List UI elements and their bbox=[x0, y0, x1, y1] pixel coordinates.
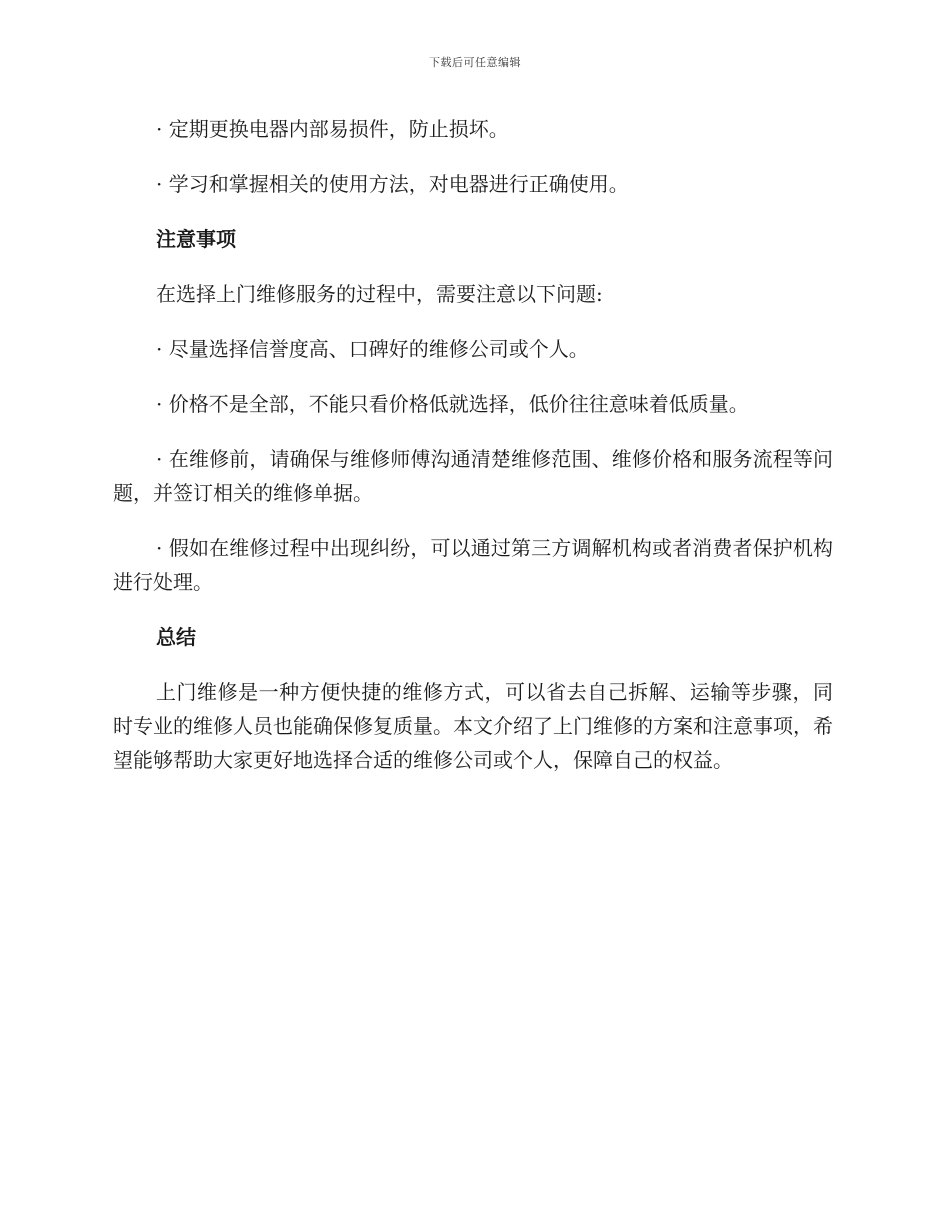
section-heading-summary: 总结 bbox=[156, 625, 196, 649]
bullet-paragraph-learn-usage: · 学习和掌握相关的使用方法，对电器进行正确使用。 bbox=[156, 172, 629, 196]
bullet-paragraph-disputes: · 假如在维修过程中出现纠纷，可以通过第三方调解机构或者消费者保护机构进行处理。 bbox=[113, 536, 833, 594]
bullet-paragraph-replace-parts: · 定期更换电器内部易损件，防止损坏。 bbox=[156, 117, 509, 141]
document-body bbox=[113, 112, 833, 798]
bullet-paragraph-price: · 价格不是全部，不能只看价格低就选择，低价往往意味着低质量。 bbox=[156, 392, 749, 416]
page-header: 下载后可任意编辑 bbox=[429, 56, 521, 69]
summary-paragraph: 上门维修是一种方便快捷的维修方式，可以省去自己拆解、运输等步骤，同时专业的维修人员也能确保修复质量。本文介绍了上门维修的方案和注意事项，希望能够帮助大家更好地选择合适的维修公司或个人，保障自己的权益。 bbox=[113, 680, 833, 772]
bullet-paragraph-choose-reputable: · 尽量选择信誉度高、口碑好的维修公司或个人。 bbox=[156, 337, 589, 361]
section-heading-notes: 注意事项 bbox=[156, 227, 236, 251]
bullet-paragraph-communicate: · 在维修前，请确保与维修师傅沟通清楚维修范围、维修价格和服务流程等问题，并签订相关的维修单据。 bbox=[113, 447, 833, 505]
notes-intro-paragraph: 在选择上门维修服务的过程中，需要注意以下问题: bbox=[156, 282, 603, 306]
